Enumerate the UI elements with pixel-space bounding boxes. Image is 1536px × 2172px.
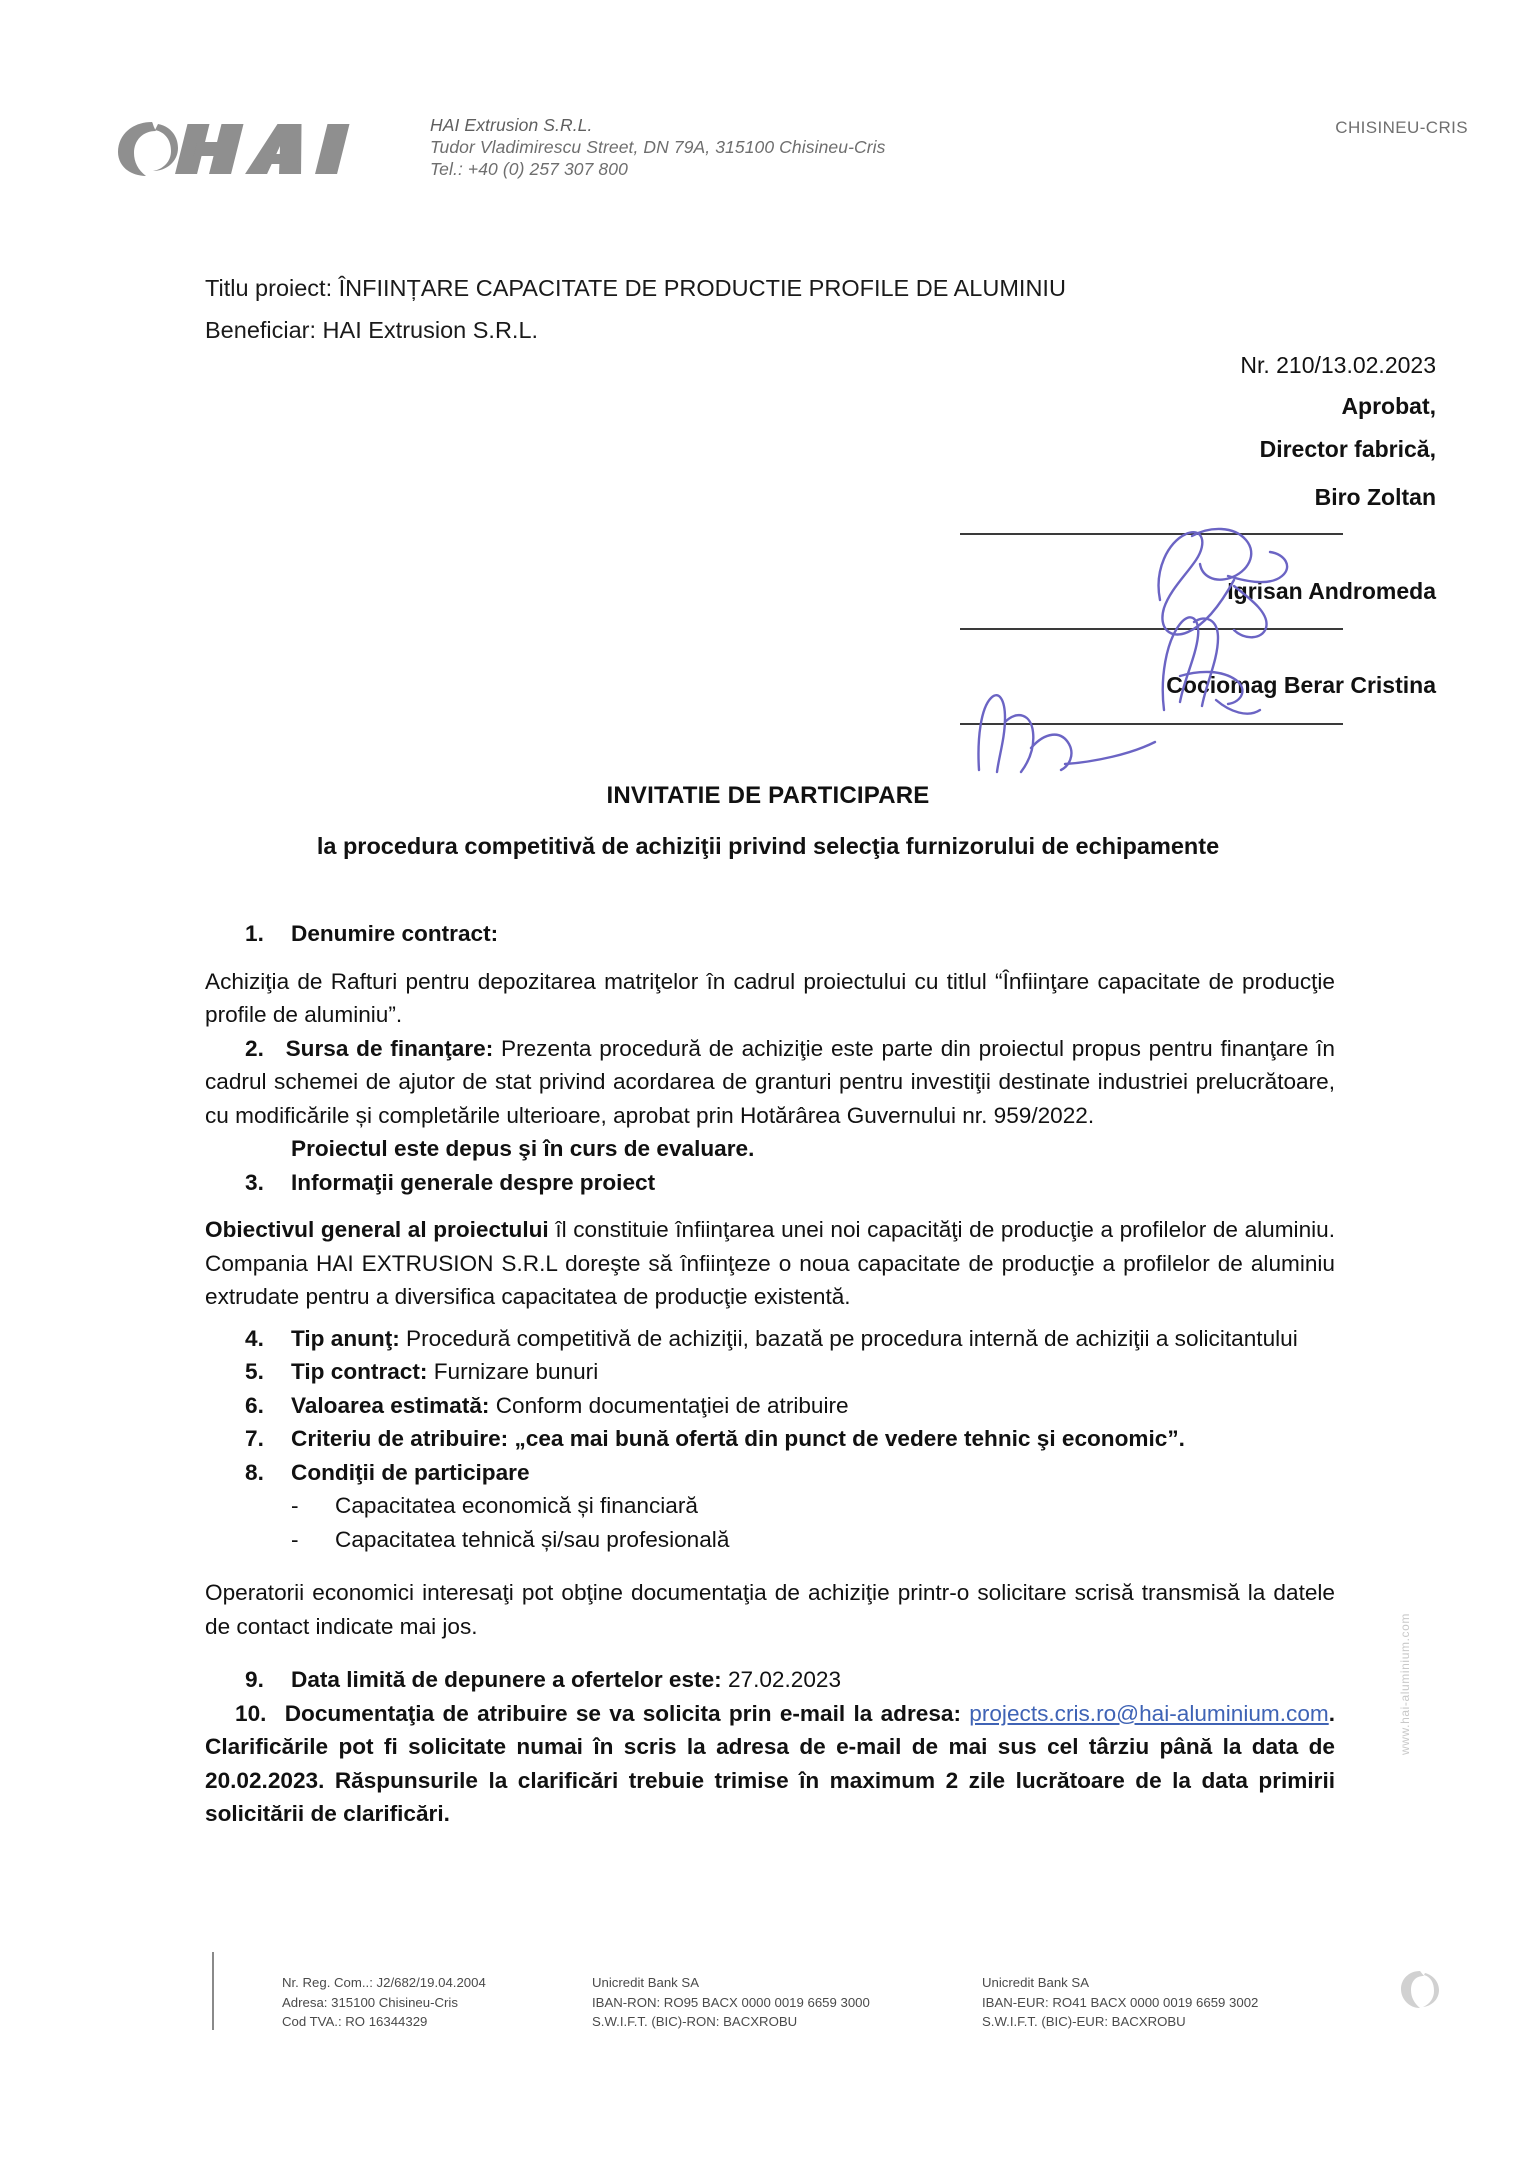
section-4-item bbox=[205, 1322, 1335, 1356]
section-8-subitem-2 bbox=[291, 1523, 1335, 1557]
section-3-heading bbox=[205, 1166, 1335, 1200]
section-5-text bbox=[291, 1355, 1335, 1389]
section-4-number: 4. bbox=[245, 1325, 264, 1351]
footer-swift-ron: S.W.I.F.T. (BIC)-RON: BACXROBU bbox=[592, 2014, 798, 2029]
section-8-subitem-1-text: Capacitatea economică și financiară bbox=[335, 1493, 698, 1518]
section-3-lead: Obiectivul general al proiectului bbox=[205, 1217, 549, 1242]
footer-reg-number: Nr. Reg. Com..: J2/682/19.04.2004 bbox=[282, 1975, 486, 1990]
footer-bank-name-ron: Unicredit Bank SA bbox=[592, 1975, 700, 1990]
section-9-title: Data limită de depunere a ofertelor este: bbox=[291, 1667, 722, 1692]
section-5-item bbox=[205, 1355, 1335, 1389]
section-10-body: . Clarificările pot fi solicitate numai în scris la adresa de e-mail de mai sus cel târziu până la data de 20.02.2023. Răspunsurile la clarificări trebuie trimise în maximum 2 zile lucrătoare de la data primirii solicitării de clarificări. bbox=[205, 1700, 1335, 1826]
section-10-title: Documentaţia de atribuire se va solicita prin e-mail la adresa: bbox=[284, 1700, 970, 1726]
operators-paragraph: Operatorii economici interesaţi pot obţine documentaţia de achiziţie printr-o solicitare scrisă transmisă la datele de contact indicate mai jos. bbox=[205, 1580, 1335, 1639]
footer-swift-eur: S.W.I.F.T. (BIC)-EUR: BACXROBU bbox=[982, 2014, 1186, 2029]
section-4-text bbox=[291, 1322, 1335, 1356]
section-2-title: Sursa de finanţare: bbox=[285, 1035, 494, 1061]
approval-block bbox=[836, 352, 1436, 479]
signature-line-3 bbox=[960, 723, 1343, 725]
document-header bbox=[0, 100, 1536, 190]
section-2-body: Prezenta procedură de achiziţie este parte din proiectul propus pentru finanţare în cadrul schemei de ajutor de stat privind acordarea de granturi pentru investiţii destinate industriei prelucrătoare, cu modificările și completările ulterioare, aprobat prin Hotărârea Guvernului nr. 959/2022. bbox=[205, 1035, 1335, 1128]
project-title: Titlu proiect: ÎNFIINȚARE CAPACITATE DE PRODUCTIE PROFILE DE ALUMINIU bbox=[205, 275, 1066, 301]
bullet-dash-icon: - bbox=[291, 1526, 299, 1552]
document-number: Nr. 210/13.02.2023 bbox=[1240, 352, 1436, 378]
section-4-body: Procedură competitivă de achiziţii, bazată pe procedura internă de achiziţii a solicitantului bbox=[399, 1325, 1298, 1351]
company-contact-block bbox=[430, 114, 886, 180]
section-8-subitem-1 bbox=[291, 1489, 1335, 1523]
footer-column-bank-eur bbox=[982, 1973, 1372, 2032]
company-name: HAI Extrusion S.R.L. bbox=[430, 115, 593, 135]
section-10-paragraph bbox=[205, 1697, 1335, 1831]
document-footer bbox=[282, 1973, 1382, 2032]
company-phone: Tel.: +40 (0) 257 307 800 bbox=[430, 159, 628, 179]
footer-bank-name-eur: Unicredit Bank SA bbox=[982, 1975, 1090, 1990]
section-6-number: 6. bbox=[245, 1392, 264, 1418]
section-3-title: Informaţii generale despre proiect bbox=[291, 1169, 656, 1195]
section-6-title: Valoarea estimată: bbox=[291, 1392, 490, 1418]
section-1-number: 1. bbox=[245, 921, 264, 946]
section-7-item bbox=[205, 1422, 1335, 1456]
section-8-item bbox=[205, 1456, 1335, 1490]
approved-label: Aprobat, bbox=[1341, 393, 1436, 419]
section-9-body: 27.02.2023 bbox=[721, 1667, 842, 1692]
section-9-number: 9. bbox=[245, 1667, 264, 1692]
section-5-title: Tip contract: bbox=[291, 1359, 428, 1384]
signer-name-2: Igrisan Andromeda bbox=[1227, 578, 1436, 604]
footer-iban-ron: IBAN-RON: RO95 BACX 0000 0019 6659 3000 bbox=[592, 1994, 870, 2010]
footer-column-registration bbox=[282, 1973, 592, 2032]
document-heading: INVITATIE DE PARTICIPARE bbox=[606, 782, 930, 809]
contact-email-link[interactable]: projects.cris.ro@hai-aluminium.com bbox=[969, 1700, 1329, 1726]
section-1-body: Achiziţia de Rafturi pentru depozitarea matriţelor în cadrul proiectului cu titlul “Înfiinţare capacitate de producţie profile de aluminiu”. bbox=[205, 968, 1335, 1027]
bullet-dash-icon: - bbox=[291, 1493, 299, 1518]
section-2-paragraph bbox=[205, 1032, 1335, 1133]
section-3-body: îl constituie înfiinţarea unei noi capacităţi de producţie a profilelor de aluminiu. Compania HAI EXTRUSION S.R.L doreşte să înfiinţeze o noua capacitate de producţie a profilelor de aluminiu extrudate pentru a diversifica capacitatea de producţie existentă. bbox=[205, 1217, 1335, 1309]
footer-column-bank-ron bbox=[592, 1973, 982, 2032]
section-7-number: 7. bbox=[245, 1426, 264, 1451]
section-1-heading bbox=[205, 917, 1335, 951]
project-beneficiary: Beneficiar: HAI Extrusion S.R.L. bbox=[205, 317, 539, 343]
section-10-number: 10. bbox=[235, 1700, 267, 1726]
section-6-body: Conform documentaţiei de atribuire bbox=[489, 1392, 849, 1418]
signer-name-3: Cociomag Berar Cristina bbox=[1166, 672, 1436, 698]
section-8-number: 8. bbox=[245, 1459, 264, 1485]
section-8-subitem-2-text: Capacitatea tehnică și/sau profesională bbox=[335, 1526, 730, 1552]
section-1-title: Denumire contract: bbox=[291, 921, 499, 946]
section-9-item bbox=[205, 1663, 1335, 1697]
footer-vat-code: Cod TVA.: RO 16344329 bbox=[282, 2014, 428, 2029]
signer-name-1: Biro Zoltan bbox=[1314, 484, 1436, 510]
section-7-title: Criteriu de atribuire: „cea mai bună ofertă din punct de vedere tehnic şi economic”. bbox=[291, 1426, 1185, 1451]
document-body bbox=[205, 917, 1335, 1831]
side-watermark-text: www.hai-aluminium.com bbox=[1398, 1613, 1412, 1755]
footer-divider bbox=[212, 1952, 214, 2030]
section-2-number: 2. bbox=[245, 1035, 264, 1061]
signature-line-1 bbox=[960, 533, 1343, 535]
section-3-paragraph bbox=[205, 1213, 1335, 1314]
section-5-number: 5. bbox=[245, 1359, 264, 1384]
section-9-text bbox=[291, 1663, 1335, 1697]
section-2-note: Proiectul este depus şi în curs de evaluare. bbox=[291, 1136, 755, 1161]
document-subheading: la procedura competitivă de achiziţii privind selecţia furnizorului de echipamente bbox=[316, 833, 1220, 859]
section-4-title: Tip anunţ: bbox=[291, 1325, 400, 1351]
section-6-item bbox=[205, 1389, 1335, 1423]
section-8-title: Condiţii de participare bbox=[291, 1459, 530, 1485]
footer-iban-eur: IBAN-EUR: RO41 BACX 0000 0019 6659 3002 bbox=[982, 1994, 1259, 2010]
section-6-text bbox=[291, 1389, 1335, 1423]
header-location: CHISINEU-CRIS bbox=[1335, 118, 1468, 137]
approver-role: Director fabrică, bbox=[1259, 436, 1436, 462]
signature-line-2 bbox=[960, 628, 1343, 630]
footer-address: Adresa: 315100 Chisineu-Cris bbox=[282, 1994, 458, 2010]
footer-logo-mark-icon bbox=[1398, 1968, 1442, 2012]
section-5-body: Furnizare bunuri bbox=[427, 1359, 599, 1384]
company-address: Tudor Vladimirescu Street, DN 79A, 315100 Chisineu-Cris bbox=[430, 137, 886, 157]
section-3-number: 3. bbox=[245, 1169, 264, 1195]
hai-logo bbox=[112, 114, 382, 180]
